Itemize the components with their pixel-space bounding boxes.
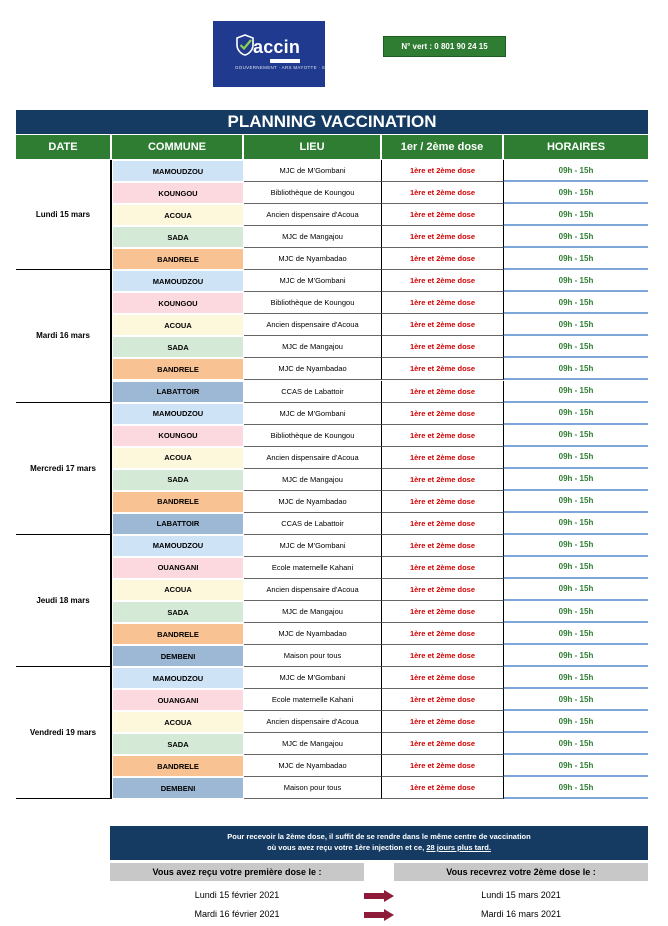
lieu-cell: Ancien dispensaire d'Acoua xyxy=(244,711,382,733)
table-row xyxy=(112,491,648,513)
commune-cell: SADA xyxy=(112,733,244,755)
dose-cell: 1ère et 2ème dose xyxy=(382,292,504,314)
dose-cell: 1ère et 2ème dose xyxy=(382,314,504,336)
table-row xyxy=(112,645,648,667)
hours-cell: 09h - 15h xyxy=(504,160,648,182)
dose-cell: 1ère et 2ème dose xyxy=(382,270,504,292)
hours-cell: 09h - 15h xyxy=(504,292,648,314)
info-emphasis: 28 jours plus tard. xyxy=(426,843,491,852)
commune-cell: BANDRELE xyxy=(112,248,244,270)
lieu-cell: Ecole maternelle Kahani xyxy=(244,557,382,579)
dose-cell: 1ère et 2ème dose xyxy=(382,204,504,226)
hours-cell: 09h - 15h xyxy=(504,667,648,689)
day-cell: Vendredi 19 mars xyxy=(16,667,112,799)
commune-cell: SADA xyxy=(112,336,244,358)
table-row xyxy=(112,314,648,336)
second-dose-info xyxy=(110,826,648,860)
lieu-cell: MJC de Nyambadao xyxy=(244,358,382,380)
day-cell: Jeudi 18 mars xyxy=(16,535,112,667)
hours-cell: 09h - 15h xyxy=(504,733,648,755)
table-row xyxy=(112,535,648,557)
dose-cell: 1ère et 2ème dose xyxy=(382,469,504,491)
hours-cell: 09h - 15h xyxy=(504,755,648,777)
dose-cell: 1ère et 2ème dose xyxy=(382,491,504,513)
dose-table-header xyxy=(110,863,648,881)
table-header xyxy=(16,135,648,159)
table-row xyxy=(112,226,648,248)
header-spacer xyxy=(364,863,394,881)
lieu-cell: Maison pour tous xyxy=(244,645,382,667)
second-dose-header: Vous recevrez votre 2ème dose le : xyxy=(394,863,648,881)
commune-cell: BANDRELE xyxy=(112,623,244,645)
commune-cell: SADA xyxy=(112,226,244,248)
commune-cell: ACOUA xyxy=(112,447,244,469)
dose-cell: 1ère et 2ème dose xyxy=(382,579,504,601)
commune-cell: MAMOUDZOU xyxy=(112,403,244,425)
dose-cell: 1ère et 2ème dose xyxy=(382,182,504,204)
commune-cell: MAMOUDZOU xyxy=(112,667,244,689)
table-row xyxy=(112,557,648,579)
day-cell: Mercredi 17 mars xyxy=(16,403,112,535)
column-header-dose: 1er / 2ème dose xyxy=(382,135,504,159)
vaccin-logo xyxy=(213,21,366,87)
lieu-cell: MJC de Mangajou xyxy=(244,226,382,248)
hours-cell: 09h - 15h xyxy=(504,491,648,513)
dose-cell: 1ère et 2ème dose xyxy=(382,513,504,535)
hours-cell: 09h - 15h xyxy=(504,557,648,579)
commune-cell: MAMOUDZOU xyxy=(112,160,244,182)
commune-cell: LABATTOIR xyxy=(112,513,244,535)
hours-cell: 09h - 15h xyxy=(504,381,648,403)
dose-cell: 1ère et 2ème dose xyxy=(382,160,504,182)
hours-cell: 09h - 15h xyxy=(504,535,648,557)
lieu-cell: MJC de M'Gombani xyxy=(244,160,382,182)
hours-cell: 09h - 15h xyxy=(504,513,648,535)
first-dose-date: Lundi 15 février 2021 xyxy=(194,890,280,900)
dose-cell: 1ère et 2ème dose xyxy=(382,667,504,689)
hours-cell: 09h - 15h xyxy=(504,226,648,248)
first-dose-date: Mardi 16 février 2021 xyxy=(194,909,280,919)
dose-cell: 1ère et 2ème dose xyxy=(382,557,504,579)
dose-date-row xyxy=(110,886,648,904)
lieu-cell: MJC de Nyambadao xyxy=(244,623,382,645)
lieu-cell: MJC de Mangajou xyxy=(244,469,382,491)
arrow-right-icon xyxy=(364,889,394,901)
dose-cell: 1ère et 2ème dose xyxy=(382,336,504,358)
table-row xyxy=(112,248,648,270)
hours-cell: 09h - 15h xyxy=(504,469,648,491)
logo-subtitle: GOUVERNEMENT · ARS MAYOTTE · SANTÉ PUBLIQUE xyxy=(235,65,366,70)
table-row xyxy=(112,292,648,314)
page-title: PLANNING VACCINATION xyxy=(16,110,648,134)
lieu-cell: MJC de M'Gombani xyxy=(244,403,382,425)
lieu-cell: Bibliothèque de Koungou xyxy=(244,182,382,204)
lieu-cell: Ancien dispensaire d'Acoua xyxy=(244,314,382,336)
table-row xyxy=(112,270,648,292)
hours-cell: 09h - 15h xyxy=(504,645,648,667)
commune-cell: KOUNGOU xyxy=(112,292,244,314)
hotline-badge: N° vert : 0 801 90 24 15 xyxy=(383,36,506,57)
hours-cell: 09h - 15h xyxy=(504,777,648,799)
lieu-cell: MJC de Mangajou xyxy=(244,733,382,755)
lieu-cell: Ancien dispensaire d'Acoua xyxy=(244,447,382,469)
second-dose-date: Lundi 15 mars 2021 xyxy=(481,890,561,900)
commune-cell: BANDRELE xyxy=(112,491,244,513)
lieu-cell: MJC de Nyambadao xyxy=(244,755,382,777)
table-row xyxy=(112,689,648,711)
second-dose-date: Mardi 16 mars 2021 xyxy=(480,909,562,919)
dose-cell: 1ère et 2ème dose xyxy=(382,226,504,248)
day-cell: Mardi 16 mars xyxy=(16,270,112,402)
hours-cell: 09h - 15h xyxy=(504,204,648,226)
table-row xyxy=(112,755,648,777)
commune-cell: DEMBENI xyxy=(112,645,244,667)
hours-cell: 09h - 15h xyxy=(504,425,648,447)
logo-badge xyxy=(270,59,300,63)
dose-cell: 1ère et 2ème dose xyxy=(382,425,504,447)
hours-cell: 09h - 15h xyxy=(504,601,648,623)
commune-cell: MAMOUDZOU xyxy=(112,270,244,292)
hours-cell: 09h - 15h xyxy=(504,689,648,711)
table-row xyxy=(112,447,648,469)
shield-check-icon xyxy=(235,34,255,56)
first-dose-header: Vous avez reçu votre première dose le : xyxy=(110,863,364,881)
info-line-2-text: où vous avez reçu votre 1ère injection et ce, xyxy=(267,843,425,852)
hours-cell: 09h - 15h xyxy=(504,248,648,270)
column-header-lieu: LIEU xyxy=(244,135,382,159)
table-row xyxy=(112,711,648,733)
dose-cell: 1ère et 2ème dose xyxy=(382,755,504,777)
info-line-2 xyxy=(110,842,648,853)
commune-cell: SADA xyxy=(112,469,244,491)
commune-cell: KOUNGOU xyxy=(112,425,244,447)
commune-cell: OUANGANI xyxy=(112,557,244,579)
hours-cell: 09h - 15h xyxy=(504,447,648,469)
lieu-cell: CCAS de Labattoir xyxy=(244,381,382,403)
lieu-cell: MJC de M'Gombani xyxy=(244,270,382,292)
lieu-cell: MJC de Mangajou xyxy=(244,601,382,623)
lieu-cell: Ancien dispensaire d'Acoua xyxy=(244,204,382,226)
table-row xyxy=(112,733,648,755)
table-row xyxy=(112,358,648,380)
commune-cell: BANDRELE xyxy=(112,755,244,777)
commune-cell: KOUNGOU xyxy=(112,182,244,204)
dose-cell: 1ère et 2ème dose xyxy=(382,358,504,380)
column-header-commune: COMMUNE xyxy=(112,135,244,159)
dose-cell: 1ère et 2ème dose xyxy=(382,403,504,425)
table-row xyxy=(112,336,648,358)
commune-cell: ACOUA xyxy=(112,711,244,733)
hours-cell: 09h - 15h xyxy=(504,182,648,204)
info-line-1: Pour recevoir la 2ème dose, il suffit de se rendre dans le même centre de vaccination xyxy=(227,832,531,841)
day-cell: Lundi 15 mars xyxy=(16,160,112,270)
commune-cell: DEMBENI xyxy=(112,777,244,799)
table-row xyxy=(112,513,648,535)
hours-cell: 09h - 15h xyxy=(504,579,648,601)
lieu-cell: MJC de Mangajou xyxy=(244,336,382,358)
commune-cell: ACOUA xyxy=(112,204,244,226)
commune-cell: OUANGANI xyxy=(112,689,244,711)
lieu-cell: MJC de Nyambadao xyxy=(244,248,382,270)
dose-cell: 1ère et 2ème dose xyxy=(382,601,504,623)
dose-cell: 1ère et 2ème dose xyxy=(382,777,504,799)
table-row xyxy=(112,425,648,447)
commune-cell: ACOUA xyxy=(112,579,244,601)
dose-cell: 1ère et 2ème dose xyxy=(382,711,504,733)
table-row xyxy=(112,777,648,799)
hours-cell: 09h - 15h xyxy=(504,314,648,336)
hours-cell: 09h - 15h xyxy=(504,403,648,425)
dose-cell: 1ère et 2ème dose xyxy=(382,535,504,557)
lieu-cell: MJC de Nyambadao xyxy=(244,491,382,513)
dose-cell: 1ère et 2ème dose xyxy=(382,645,504,667)
table-row xyxy=(112,623,648,645)
arrow-right-icon xyxy=(364,908,394,920)
table-row xyxy=(112,381,648,403)
table-row xyxy=(112,182,648,204)
column-header-horaires: HORAIRES xyxy=(504,135,648,159)
dose-date-row xyxy=(110,905,648,923)
lieu-cell: CCAS de Labattoir xyxy=(244,513,382,535)
dose-cell: 1ère et 2ème dose xyxy=(382,733,504,755)
lieu-cell: MJC de M'Gombani xyxy=(244,535,382,557)
lieu-cell: Ancien dispensaire d'Acoua xyxy=(244,579,382,601)
table-row xyxy=(112,160,648,182)
table-row xyxy=(112,204,648,226)
table-row xyxy=(112,469,648,491)
table-row xyxy=(112,667,648,689)
table-row xyxy=(112,579,648,601)
lieu-cell: MJC de M'Gombani xyxy=(244,667,382,689)
lieu-cell: Maison pour tous xyxy=(244,777,382,799)
table-row xyxy=(112,601,648,623)
logo-text: accin xyxy=(253,37,301,57)
dose-cell: 1ère et 2ème dose xyxy=(382,248,504,270)
hours-cell: 09h - 15h xyxy=(504,711,648,733)
commune-cell: LABATTOIR xyxy=(112,381,244,403)
dose-cell: 1ère et 2ème dose xyxy=(382,623,504,645)
dose-cell: 1ère et 2ème dose xyxy=(382,381,504,403)
commune-cell: SADA xyxy=(112,601,244,623)
commune-cell: ACOUA xyxy=(112,314,244,336)
lieu-cell: Bibliothèque de Koungou xyxy=(244,292,382,314)
column-header-date: DATE xyxy=(16,135,112,159)
hours-cell: 09h - 15h xyxy=(504,623,648,645)
dose-cell: 1ère et 2ème dose xyxy=(382,689,504,711)
commune-cell: BANDRELE xyxy=(112,358,244,380)
dose-cell: 1ère et 2ème dose xyxy=(382,447,504,469)
commune-cell: MAMOUDZOU xyxy=(112,535,244,557)
lieu-cell: Ecole maternelle Kahani xyxy=(244,689,382,711)
table-row xyxy=(112,403,648,425)
hours-cell: 09h - 15h xyxy=(504,358,648,380)
lieu-cell: Bibliothèque de Koungou xyxy=(244,425,382,447)
hours-cell: 09h - 15h xyxy=(504,270,648,292)
hours-cell: 09h - 15h xyxy=(504,336,648,358)
